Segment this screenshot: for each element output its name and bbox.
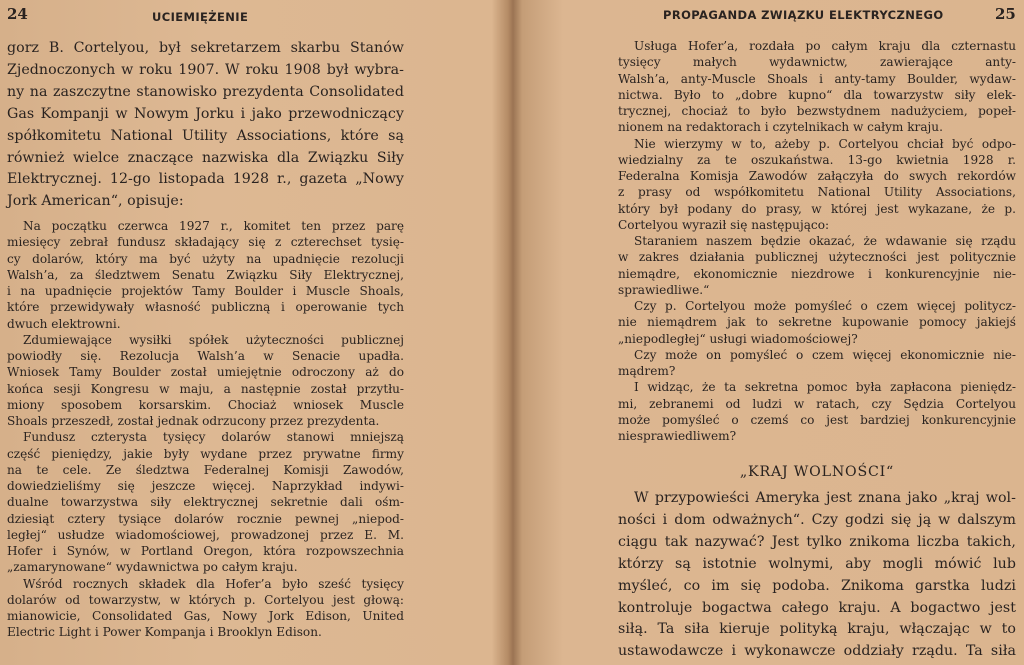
- text-line: ustawodawcze i wykonawcze oddziały rządu. Ta siła: [618, 643, 1016, 660]
- text-line: dwuch elektrowni.: [7, 316, 121, 331]
- text-line: gorz B. Cortelyou, był sekretarzem skarbu Stanów: [7, 40, 404, 56]
- running-head: UCIEMIĘŻENIE: [152, 10, 249, 24]
- text-line: Walsh’a, za śledztwem Senatu Związku Siły Elektrycznej,: [7, 267, 404, 282]
- text-line: Walsh’a, anty-Muscle Shoals i anty-tamy Boulder, wydaw-: [618, 71, 1016, 86]
- text-line: „niepodległej“ usługi wiadomościowej?: [618, 331, 858, 346]
- text-line: część pieniędzy, jakie były wydane przez prywatne firmy: [7, 446, 404, 461]
- text-line: I widząc, że ta sekretna pomoc była zapłacona pieniędz-: [634, 380, 1016, 395]
- text-line: dolarów od towarzystw, w których p. Cortelyou jest głową:: [7, 592, 404, 607]
- text-line: w zakres działania publicznej użyteczności jest politycznie: [618, 250, 1016, 265]
- quote-continuation: [618, 38, 1016, 444]
- text-line: Zdumiewające wysiłki spółek użyteczności publicznej: [23, 332, 404, 347]
- text-line: Elektrycznej. 12-go listopada 1928 r., gazeta „Nowy: [7, 171, 404, 188]
- text-line: „zamarynowane“ wydawnictwa po całym kraju.: [7, 560, 298, 575]
- text-line: nionem na redaktorach i czytelnikach w całym kraju.: [618, 120, 943, 135]
- text-line: ności i dom odważnych“. Czy godzi się ją w dalszym: [618, 511, 1016, 528]
- text-line: ciągu tak nazywać? Jest tylko znikoma liczba takich,: [618, 533, 1016, 550]
- text-line: Jork American“, opisuje:: [7, 193, 184, 210]
- text-line: którzy są istotnie wolnymi, aby mogli mówić lub: [618, 555, 1016, 572]
- section-title: „KRAJ WOLNOŚCI“: [739, 464, 895, 480]
- text-line: trycznej, chociaż to było bezwstydnem nadużyciem, popeł-: [618, 104, 1016, 118]
- text-line: Electric Light i Power Kompanja i Brooklyn Edison.: [7, 625, 322, 640]
- text-line: ny na zaszczytne stanowisko prezydenta Consolidated: [7, 83, 404, 100]
- text-line: Czy może on pomyśleć o czem więcej ekonomicznie nie-: [634, 347, 1016, 362]
- right-page: [517, 0, 1024, 665]
- text-line: Cortelyou wyraził się następująco:: [618, 217, 830, 232]
- text-line: Shoals przeszedł, został jednak odrzucony przez prezydenta.: [7, 414, 380, 428]
- text-line: mianowicie, Consolidated Gas, Nowy Jork Edison, United: [7, 609, 404, 623]
- text-line: mi, zebranemi od ludzi w ratach, czy Sędzia Cortelyou: [618, 396, 1016, 411]
- text-line: na te cele. Ze śledztwa Federalnej Komisji Zawodów,: [7, 462, 404, 477]
- text-line: sprawiedliwe.“: [618, 282, 710, 297]
- text-line: Nie wierzymy w to, ażeby p. Cortelyou chciał być odpo-: [634, 136, 1016, 151]
- body-paragraph: [618, 488, 1016, 663]
- text-line: niemądre, ekonomicznie niezdrowe i konkurencyjnie nie-: [618, 266, 1016, 281]
- running-head: PROPAGANDA ZWIĄZKU ELEKTRYCZNEGO: [663, 8, 944, 22]
- text-line: może pomyśleć o czemś co jest bardziej konkurencyjnie: [618, 412, 1016, 427]
- text-line: Staraniem naszem będzie okazać, że wdawanie się rządu: [634, 234, 1016, 248]
- text-line: Zjednoczonych w roku 1907. W roku 1908 był wybra-: [7, 61, 404, 78]
- text-line: cy dolarów, który ma być użyty na upadnięcie rezolucji: [7, 251, 404, 266]
- text-line: mądrem?: [618, 364, 676, 378]
- text-line: nie niemądrem jak to sekretne kupowanie pomocy jakiejś: [618, 315, 1016, 330]
- text-line: dziesiąt cztery tysiące dolarów rocznie pewnej „niepod-: [7, 511, 404, 526]
- section-heading-block: [618, 462, 1016, 484]
- text-line: wiedzialny za te oszukaństwa. 13-go kwietnia 1928 r.: [618, 152, 1016, 167]
- text-line: spółkomitetu National Utility Associations, które są: [7, 127, 404, 144]
- text-line: końca sesji Kongresu w maju, a następnie został przytłu-: [7, 381, 404, 396]
- text-line: Gas Kompanji w Nowym Jorku i jako przewodniczący: [7, 105, 404, 122]
- text-line: również wielce znaczące nazwiska dla Związku Siły: [7, 149, 404, 166]
- text-line: W przypowieści Ameryka jest znana jako „kraj wol-: [634, 490, 1016, 506]
- text-line: myśleć, co im się podoba. Znikoma garstka ludzi: [618, 577, 1016, 594]
- text-line: tysięcy małych wydawnictw, zawierające anty-: [618, 55, 1016, 70]
- text-line: Wniosek Tamy Boulder został umiejętnie odroczony aż do: [7, 365, 404, 380]
- text-line: Usługa Hofer’a, rozdała po całym kraju dla czternastu: [634, 39, 1016, 53]
- page-number: 25: [995, 5, 1016, 23]
- text-line: Wśród rocznych składek dla Hofer’a było sześć tysięcy: [23, 576, 404, 591]
- text-line: niesprawiedliwem?: [618, 429, 737, 443]
- text-line: ległej“ usłudze wiadomościowej, prowadzonej przez E. M.: [7, 527, 404, 542]
- text-line: który był podany do prasy, w której jest wykazane, że p.: [618, 201, 1016, 216]
- text-line: miony sposobem korsarskim. Chociaż wniosek Muscle: [7, 397, 404, 412]
- text-line: siłą. Ta siła kieruje polityką kraju, włączając w to: [618, 621, 1016, 638]
- text-line: dowiedzieliśmy się jeszcze więcej. Naprzykład indywi-: [7, 479, 404, 493]
- text-line: Federalna Komisja Zawodów załączyła do swych rekordów: [618, 169, 1016, 183]
- text-line: które przewidywały własność publiczną i operowanie tych: [7, 300, 404, 315]
- text-line: Na początku czerwca 1927 r., komitet ten przez parę: [23, 219, 404, 233]
- left-page: [0, 0, 507, 665]
- text-line: i na upadnięcie projektów Tamy Boulder i Muscle Shoals,: [7, 284, 404, 298]
- text-line: Fundusz czterysta tysięcy dolarów stanowi mniejszą: [23, 430, 404, 445]
- page-number: 24: [7, 5, 28, 23]
- text-line: miesięcy zebrał fundusz składający się z czterechset tysię-: [7, 235, 404, 250]
- quote-block: [7, 218, 404, 641]
- intro-paragraph: [7, 38, 404, 213]
- text-line: kontroluje bogactwa całego kraju. A bogactwo jest: [618, 599, 1016, 616]
- text-line: dualne towarzystwa siły elektrycznej sekretnie dali ośm-: [7, 495, 404, 510]
- text-line: Czy p. Cortelyou może pomyśleć o czem więcej politycz-: [634, 299, 1016, 313]
- text-line: Hofer i Synów, w Portland Oregon, która rozpowszechnia: [7, 544, 404, 558]
- text-line: powiodły się. Rezolucja Walsh’a w Senacie upadła.: [7, 349, 404, 363]
- text-line: z prasy od współkomitetu National Utility Associations,: [618, 185, 1016, 200]
- text-line: nictwa. Było to „dobre kupno“ dla towarzystw siły elek-: [618, 87, 1016, 102]
